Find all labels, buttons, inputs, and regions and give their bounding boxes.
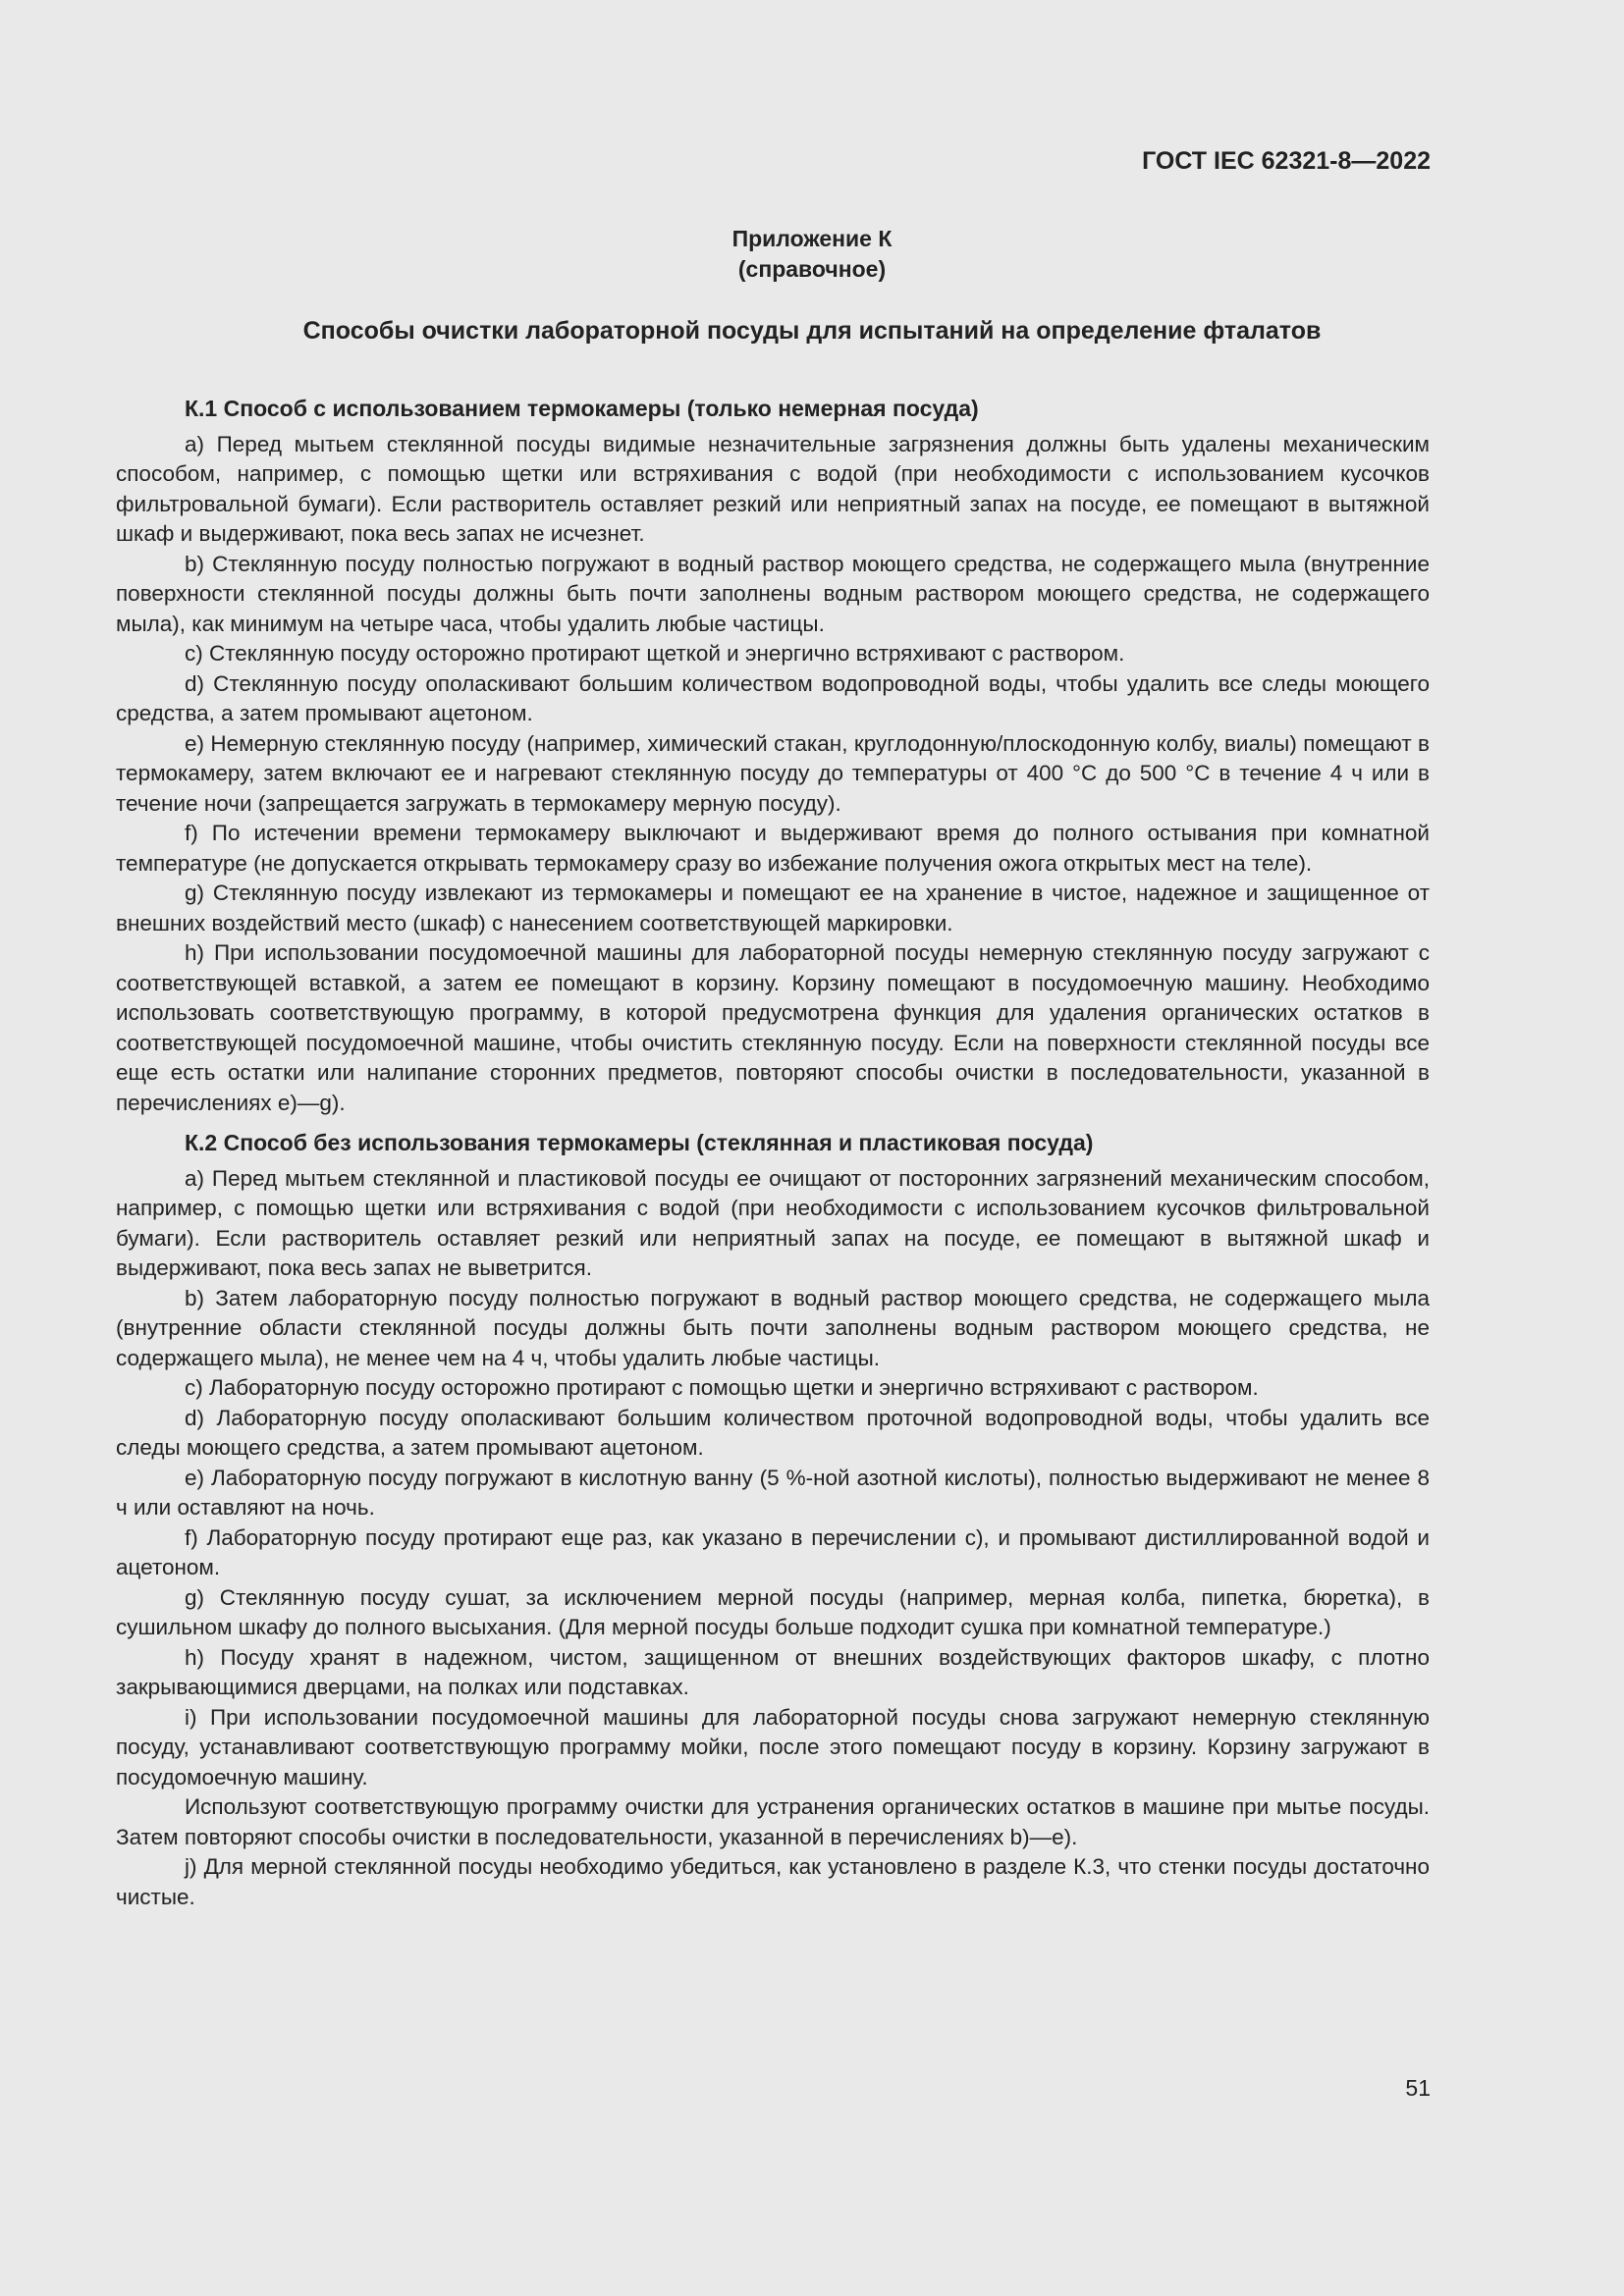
paragraph: e) Немерную стеклянную посуду (например, химический стакан, круглодонную/плоскодонную колбу, виалы) помещают в термокамеру, затем включают ее и нагревают стеклянную посуду до температуры от 400 °С до 500 °С в течение 4 ч или в течение ночи (запрещается загружать в термокамеру мерную посуду). [116, 730, 1430, 816]
section-k2 [116, 1128, 1430, 1912]
annex-title: Приложение К [731, 226, 893, 251]
paragraph: a) Перед мытьем стеклянной посуды видимые незначительные загрязнения должны быть удалены механическим способом, например, с помощью щетки или встряхивания с водой (при необходимости с использованием кусочков фильтровальной бумаги). Если растворитель оставляет резкий или неприятный запах на посуде, ее помещают в вытяжной шкаф и выдерживают, пока весь запах не исчезнет. [116, 431, 1430, 546]
section-heading: К.2 Способ без использования термокамеры (стеклянная и пластиковая посуда) [185, 1130, 1094, 1155]
paragraph: f) По истечении времени термокамеру выключают и выдерживают время до полного остывания при комнатной температуре (не допускается открывать термокамеру сразу во избежание получения ожога открытых мест на теле). [116, 821, 1430, 876]
paragraph: b) Стеклянную посуду полностью погружают в водный раствор моющего средства, не содержащего мыла (внутренние поверхности стеклянной посуды должны быть почти заполнены водным раствором моющего средства, не содержащего мыла), как минимум на четыре часа, чтобы удалить любые частицы. [116, 551, 1430, 636]
section-heading: К.1 Способ с использованием термокамеры (только немерная посуда) [185, 396, 979, 421]
paragraph: g) Стеклянную посуду извлекают из термокамеры и помещают ее на хранение в чистое, надежное и защищенное от внешних воздействий место (шкаф) с нанесением соответствующей маркировки. [116, 881, 1430, 935]
annex-type: (справочное) [737, 256, 887, 282]
annex-heading [0, 224, 1624, 285]
paragraph: d) Стеклянную посуду ополаскивают большим количеством водопроводной воды, чтобы удалить все следы моющего средства, а затем промывают ацетоном. [116, 670, 1430, 725]
paragraph: i) При использовании посудомоечной машины для лабораторной посуды снова загружают немерную стеклянную посуду, устанавливают соответствующую программу мойки, после этого помещают посуду в корзину. Корзину загружают в посудомоечную машину. [116, 1704, 1430, 1789]
paragraph: d) Лабораторную посуду ополаскивают большим количеством проточной водопроводной воды, чтобы удалить все следы моющего средства, а затем промывают ацетоном. [116, 1405, 1430, 1460]
paragraph: h) Посуду хранят в надежном, чистом, защищенном от внешних воздействующих факторов шкафу, с плотно закрывающимися дверцами, на полках или подставках. [116, 1644, 1430, 1699]
document-code: ГОСТ IEC 62321-8—2022 [1142, 147, 1431, 175]
paragraph: a) Перед мытьем стеклянной и пластиковой посуды ее очищают от посторонних загрязнений механическим способом, например, с помощью щетки или встряхивания с водой (при необходимости с использованием кусочков фильтровальной бумаги). Если растворитель оставляет резкий или неприятный запах на посуде, ее помещают в вытяжной шкаф и выдерживают, пока весь запах не выветрится. [116, 1165, 1430, 1280]
paragraph: c) Стеклянную посуду осторожно протирают щеткой и энергично встряхивают с раствором. [185, 641, 1125, 666]
paragraph: c) Лабораторную посуду осторожно протирают с помощью щетки и энергично встряхивают с раствором. [185, 1375, 1259, 1400]
page-number: 51 [1405, 2075, 1431, 2101]
paragraph: j) Для мерной стеклянной посуды необходимо убедиться, как установлено в разделе К.3, что стенки посуды достаточно чистые. [116, 1854, 1430, 1909]
paragraph: Используют соответствующую программу очистки для устранения органических остатков в машине при мытье посуды. Затем повторяют способы очистки в последовательности, указанной в перечислениях b)—e). [116, 1794, 1430, 1849]
paragraph: e) Лабораторную посуду погружают в кислотную ванну (5 %-ной азотной кислоты), полностью выдерживают не менее 8 ч или оставляют на ночь. [116, 1465, 1430, 1520]
paragraph: g) Стеклянную посуду сушат, за исключением мерной посуды (например, мерная колба, пипетка, бюретка), в сушильном шкафу до полного высыхания. (Для мерной посуды больше подходит сушка при комнатной температуре.) [116, 1584, 1430, 1639]
document-body [116, 394, 1430, 1912]
paragraph: b) Затем лабораторную посуду полностью погружают в водный раствор моющего средства, не содержащего мыла (внутренние области стеклянной посуды должны быть почти заполнены водным раствором моющего средства, не содержащего мыла), не менее чем на 4 ч, чтобы удалить любые частицы. [116, 1285, 1430, 1370]
paragraph: h) При использовании посудомоечной машины для лабораторной посуды немерную стеклянную посуду загружают с соответствующей вставкой, а затем ее помещают в корзину. Корзину помещают в посудомоечную машину. Необходимо использовать соответствующую программу, в которой предусмотрена функция для удаления органических остатков в соответствующей посудомоечной машине, чтобы очистить стеклянную посуду. Если на поверхности стеклянной посуды все еще есть остатки или налипание сторонних предметов, повторяют способы очистки в последовательности, указанной в перечислениях e)—g). [116, 940, 1430, 1115]
paragraph: f) Лабораторную посуду протирают еще раз, как указано в перечислении c), и промывают дистиллированной водой и ацетоном. [116, 1524, 1430, 1579]
section-k1 [116, 394, 1430, 1118]
main-title: Способы очистки лабораторной посуды для испытаний на определение фталатов [302, 317, 1322, 345]
